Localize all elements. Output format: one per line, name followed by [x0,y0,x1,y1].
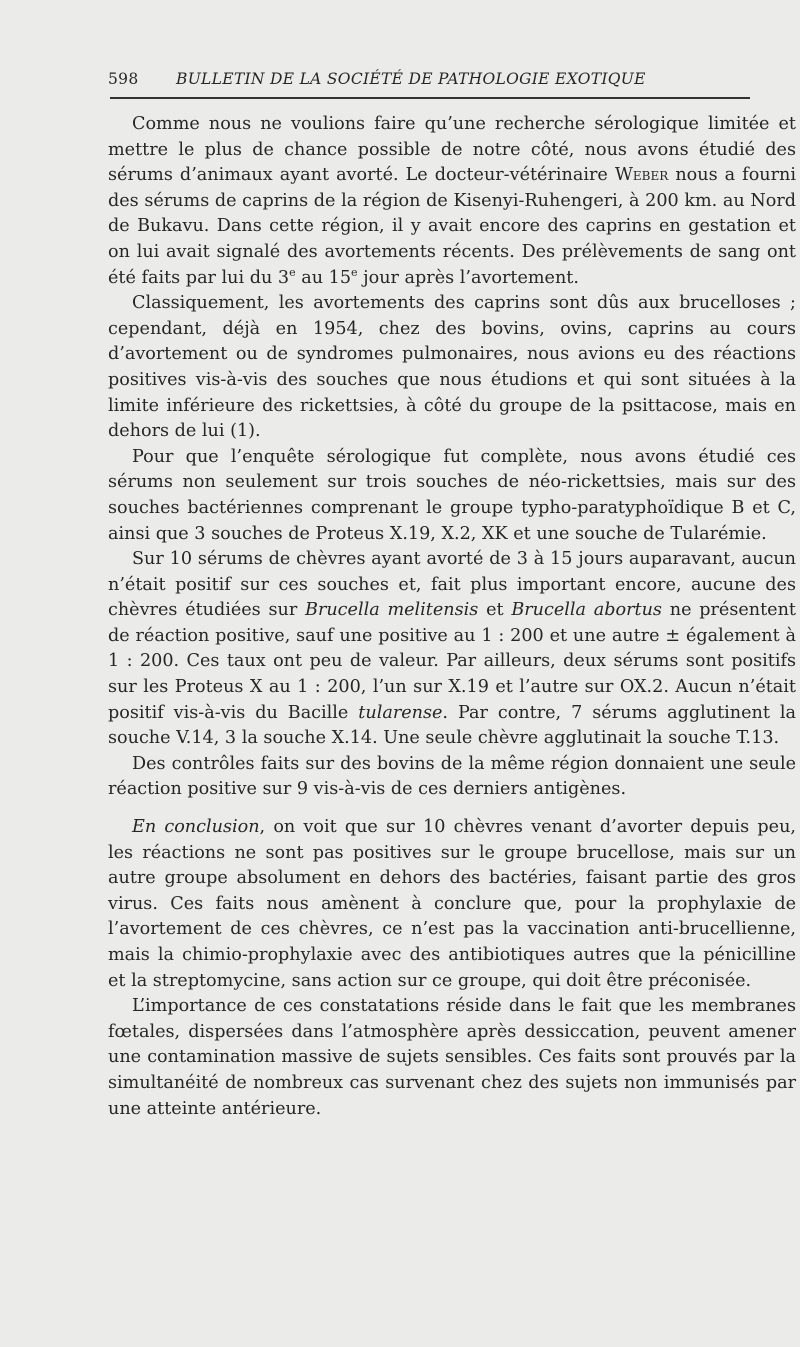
paragraph-2: Classiquement, les avortements des caprins sont dûs aux brucelloses ; cependant, déjà en 1954, chez des bovins, ovins, caprins au cours d’avortement ou de syndromes pulmonaires, nous avions eu des réactions positives vis-à-vis des souches que nous étudions et qui sont situées à la limite inférieure des rickettsies, à côté du groupe de la psittacose, mais en dehors de lui (1). [108,293,796,442]
conclusion-lead: En conclusion [132,817,260,838]
species-melitensis: Brucella melitensis [305,600,479,621]
paragraph-conclusion: En conclusion, on voit que sur 10 chèvres venant d’avorter depuis peu, les réactions ne sont pas positives sur le groupe brucellose, mais sur un autre groupe absolument en dehors des bactéries, faisant partie des gros virus. Ces faits nous amènent à conclure que, pour la prophylaxie de l’avortement de ces chèvres, ce n’est pas la vaccination anti-brucellienne, mais la chimio-prophylaxie avec des antibiotiques autres que la pénicilline et la streptomycine, sans action sur ce groupe, qui doit être préconisée. [108,817,796,991]
journal-title: BULLETIN DE LA SOCIÉTÉ DE PATHOLOGIE EXOTIQUE [176,70,646,88]
author-name-weber: Weber [614,165,669,186]
article-body [108,112,796,1122]
species-abortus: Brucella abortus [511,600,662,621]
paragraph-4: Sur 10 sérums de chèvres ayant avorté de 3 à 15 jours auparavant, aucun n’était positif sur ces souches et, fait plus important encore, aucune des chèvres étudiées sur Brucella melitensis et Brucella abortus ne présentent de réaction positive, sauf une positive au 1 : 200 et une autre ± également à 1 : 200. Ces taux ont peu de valeur. Par ailleurs, deux sérums sont positifs sur les Proteus X au 1 : 200, l’un sur X.19 et l’autre sur OX.2. Aucun n’était positif vis-à-vis du Bacille tularense. Par contre, 7 sérums agglutinent la souche V.14, 3 la souche X.14. Une seule chèvre agglutinait la souche T.13. [108,549,796,749]
species-tularense: tularense [358,702,443,723]
paragraph-3: Pour que l’enquête sérologique fut complète, nous avons étudié ces sérums non seulement sur trois souches de néo-rickettsies, mais sur des souches bactériennes comprenant le groupe typho-paratyphoïdique B et C, ainsi que 3 souches de Proteus X.19, X.2, XK et une souche de Tularémie. [108,446,796,544]
paragraph-5: Des contrôles faits sur des bovins de la même région donnaient une seule réaction positive sur 9 vis-à-vis de ces derniers antigènes. [108,753,796,800]
header-rule [110,97,750,99]
page-number: 598 [108,70,139,88]
paragraph-7: L’importance de ces constatations réside dans le fait que les membranes fœtales, dispersées dans l’atmosphère après dessiccation, peuvent amener une contamination massive de sujets sensibles. Ces faits sont prouvés par la simultanéité de nombreux cas survenant chez des sujets non immunisés par une atteinte antérieure. [108,996,796,1119]
paragraph-1: Comme nous ne voulions faire qu’une recherche sérologique limitée et mettre le plus de chance possible de notre côté, nous avons étudié des sérums d’animaux ayant avorté. Le docteur-vétérinaire Weber nous a fourni des sérums de caprins de la région de Kisenyi-Ruhengeri, à 200 km. au Nord de Bukavu. Dans cette région, il y avait encore des caprins en gestation et on lui avait signalé des avortements récents. Des prélèvements de sang ont été faits par lui du 3e au 15e jour après l’avortement. [108,114,796,288]
